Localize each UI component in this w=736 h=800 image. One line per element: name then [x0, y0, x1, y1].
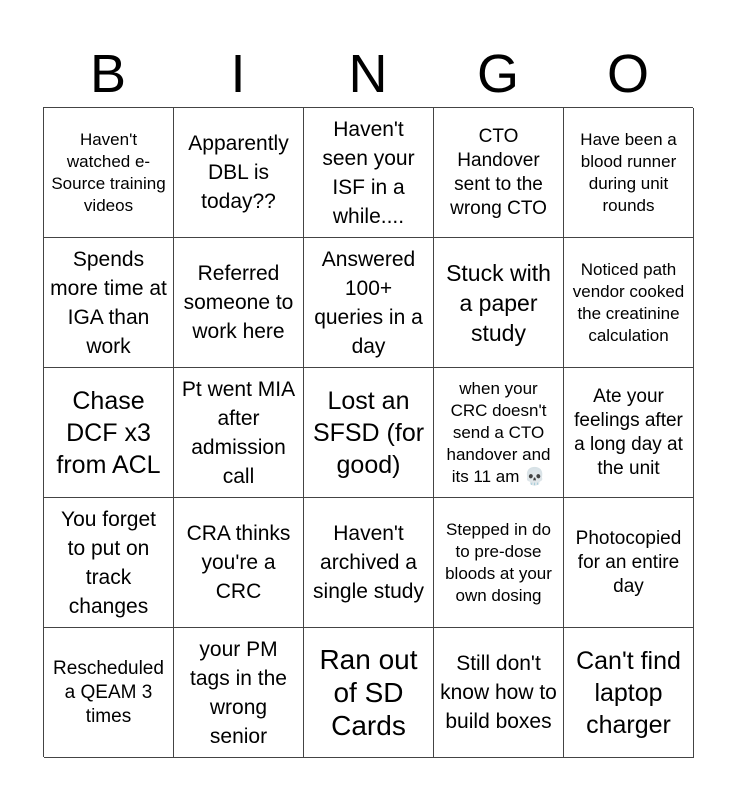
header-letter-o: O: [606, 44, 649, 104]
bingo-cell-text: Ran out of SD Cards: [319, 644, 418, 741]
bingo-cell[interactable]: [564, 498, 694, 628]
bingo-cell[interactable]: [174, 238, 304, 368]
bingo-cell[interactable]: [564, 368, 694, 498]
bingo-cell[interactable]: [44, 238, 174, 368]
header-letter-g: G: [476, 44, 519, 104]
bingo-cell-text: Rescheduled a QEAM 3 times: [53, 657, 164, 727]
bingo-cell-text: Haven't archived a single study: [313, 522, 424, 603]
bingo-cell-text: Pt went MIA after admission call: [181, 377, 296, 488]
bingo-cell-text: CTO Handover sent to the wrong CTO: [450, 125, 547, 219]
bingo-cell[interactable]: [304, 498, 434, 628]
bingo-cell-text: You forget to put on track changes: [61, 507, 156, 618]
header-letter-n: N: [348, 44, 388, 104]
bingo-cell-text: Haven't watched e-Source training videos: [51, 129, 166, 215]
bingo-cell[interactable]: [44, 628, 174, 758]
bingo-cell[interactable]: [564, 108, 694, 238]
bingo-cell-text: your PM tags in the wrong senior: [190, 637, 287, 748]
bingo-cell-text: Apparently DBL is today??: [188, 132, 289, 213]
bingo-cell[interactable]: [44, 498, 174, 628]
bingo-cell-text: Stepped in do to pre-dose bloods at your own dosing: [445, 519, 552, 605]
bingo-cell[interactable]: [564, 238, 694, 368]
bingo-cell-text: Photocopied for an entire day: [575, 527, 682, 597]
bingo-cell-text: Ate your feelings after a long day at the unit: [574, 385, 683, 479]
header-letter-b: B: [89, 44, 127, 104]
bingo-cell[interactable]: [304, 368, 434, 498]
bingo-cell-text: Still don't know how to build boxes: [440, 652, 557, 733]
bingo-cell-text: Can't find laptop charger: [576, 646, 681, 739]
bingo-cell-text: Haven't seen your ISF in a while....: [322, 117, 415, 228]
bingo-cell[interactable]: [304, 108, 434, 238]
bingo-cell-text: Stuck with a paper study: [446, 259, 551, 346]
header-letter-i: I: [230, 44, 246, 104]
bingo-cell-text: Noticed path vendor cooked the creatinine calculation: [572, 259, 685, 345]
bingo-cell[interactable]: [434, 108, 564, 238]
bingo-cell-text: Answered 100+ queries in a day: [314, 247, 423, 358]
bingo-cell[interactable]: [434, 628, 564, 758]
bingo-cell[interactable]: [304, 238, 434, 368]
bingo-cell[interactable]: [434, 368, 564, 498]
bingo-cell-text: Chase DCF x3 from ACL: [56, 386, 161, 479]
bingo-cell[interactable]: [434, 498, 564, 628]
bingo-cell-text: Referred someone to work here: [183, 262, 294, 343]
bingo-cell[interactable]: [434, 238, 564, 368]
bingo-cell[interactable]: [174, 108, 304, 238]
bingo-cell-text: when your CRC doesn't send a CTO handover and its 11 am 💀: [446, 378, 551, 486]
bingo-cell[interactable]: [44, 108, 174, 238]
bingo-cell-text: Spends more time at IGA than work: [50, 247, 167, 358]
bingo-cell[interactable]: [44, 368, 174, 498]
bingo-cell[interactable]: [174, 368, 304, 498]
bingo-cell-text: Have been a blood runner during unit rounds: [580, 129, 677, 215]
bingo-cell[interactable]: [174, 498, 304, 628]
bingo-cell[interactable]: [174, 628, 304, 758]
bingo-cell-text: CRA thinks you're a CRC: [186, 522, 291, 603]
bingo-board: [43, 107, 693, 757]
bingo-header: [43, 42, 693, 106]
bingo-cell-text: Lost an SFSD (for good): [312, 386, 425, 479]
bingo-cell[interactable]: [564, 628, 694, 758]
bingo-cell[interactable]: [304, 628, 434, 758]
